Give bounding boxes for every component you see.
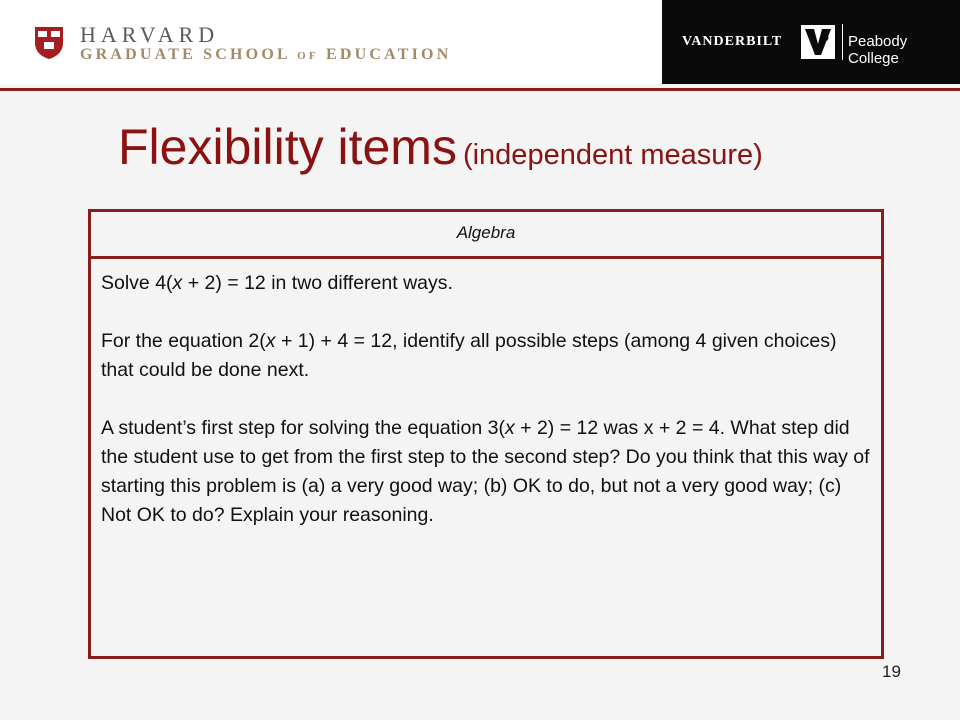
item-1-variable: x xyxy=(172,272,183,294)
item-3-text-a: A student’s first step for solving the equation 3( xyxy=(101,417,505,439)
item-1-text-b: + 2) = 12 in two different ways. xyxy=(182,272,453,294)
vanderbilt-v-oak-icon xyxy=(800,24,836,60)
vanderbilt-logo-block xyxy=(662,0,960,84)
item-3-variable: x xyxy=(504,417,515,439)
page-number: 19 xyxy=(882,662,901,681)
harvard-school-part-1: GRADUATE SCHOOL xyxy=(80,46,290,63)
item-1-text-a: Solve 4( xyxy=(101,272,173,294)
vanderbilt-name: VANDERBILT xyxy=(682,34,783,49)
header-banner xyxy=(0,0,960,84)
harvard-name: HARVARD xyxy=(80,22,220,47)
table-body xyxy=(91,259,881,530)
header-rule xyxy=(0,88,960,91)
table-header-algebra: Algebra xyxy=(91,212,881,259)
harvard-shield-icon xyxy=(34,26,64,60)
harvard-logo-block xyxy=(0,0,662,84)
slide-title-main: Flexibility items xyxy=(118,119,457,175)
item-3-text-b: + 2) = 12 was x + 2 = 4. What step did the student use to get from the first step to the second step? Do you think that this way of starting this problem is (a) a very good way; (b) OK to do, but not a very good way; (c) Not OK to do? Explain your reasoning. xyxy=(101,417,870,526)
vanderbilt-divider xyxy=(842,24,843,60)
item-identify-steps xyxy=(101,327,871,385)
flexibility-items-table xyxy=(88,209,884,659)
slide-title-sub: (independent measure) xyxy=(462,139,763,171)
harvard-school-of: OF xyxy=(297,50,319,62)
harvard-school-name xyxy=(80,46,451,64)
harvard-school-part-2: EDUCATION xyxy=(326,46,452,63)
item-2-text-b: + 1) + 4 = 12, identify all possible steps (among 4 given choices) that could be done next. xyxy=(101,330,837,381)
item-solve-two-ways xyxy=(101,269,871,298)
slide-title xyxy=(118,118,763,176)
vanderbilt-college: Peabody College xyxy=(848,33,908,67)
item-2-variable: x xyxy=(265,330,276,352)
item-2-text-a: For the equation 2( xyxy=(101,330,266,352)
item-evaluate-first-step xyxy=(101,414,871,530)
